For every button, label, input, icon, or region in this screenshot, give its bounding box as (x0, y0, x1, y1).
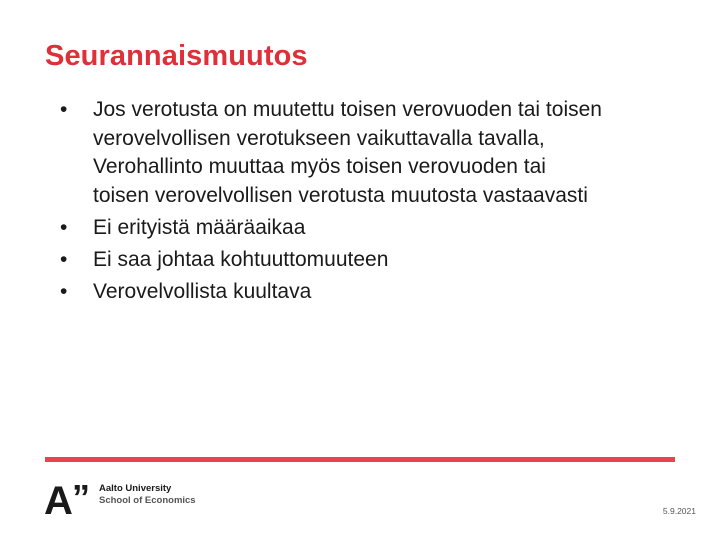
bullet-line: Ei saa johtaa kohtuuttomuuteen (93, 247, 389, 271)
logo-mark-quote: ” (72, 480, 90, 516)
bullet-line: verovelvollisen verotukseen vaikuttavalla tavalla, (93, 126, 545, 150)
slide-date: 5.9.2021 (662, 506, 696, 516)
bullet-item (60, 246, 700, 275)
bullet-item (60, 214, 700, 243)
bullet-line: toisen verovelvollisen verotusta muutosta vastaavasti (93, 183, 588, 207)
bullet-line: Ei erityistä määräaikaa (93, 215, 306, 239)
bullet-icon: • (60, 98, 68, 121)
aalto-logo (44, 480, 224, 520)
logo-line-school: School of Economics (99, 495, 196, 506)
logo-wordmark (99, 483, 196, 507)
aalto-logo-icon (44, 480, 96, 516)
logo-mark-letter: A (44, 480, 73, 516)
bullet-item (60, 96, 700, 210)
bullet-list (60, 96, 700, 310)
bullet-line: Verovelvollista kuultava (93, 279, 312, 303)
logo-line-university: Aalto University (99, 483, 172, 494)
bullet-line: Jos verotusta on muutettu toisen verovuoden tai toisen (93, 98, 602, 121)
bullet-icon: • (60, 279, 68, 303)
bullet-icon: • (60, 247, 68, 271)
bullet-icon: • (60, 215, 68, 239)
bullet-item (60, 278, 700, 307)
bullet-line: Verohallinto muuttaa myös toisen verovuoden tai (93, 155, 546, 178)
slide-title: Seurannaismuutos (45, 40, 308, 72)
footer-divider (45, 457, 675, 462)
